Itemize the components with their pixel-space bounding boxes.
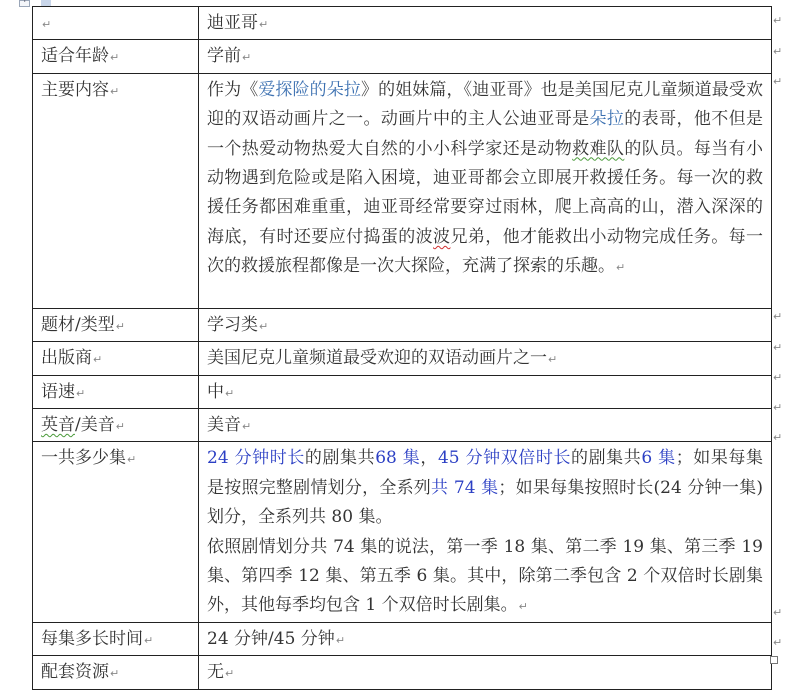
- table-row: [33, 342, 772, 375]
- key-cell[interactable]: 语速↵: [33, 375, 199, 408]
- key-cell[interactable]: [33, 7, 199, 40]
- row-end-mark-icon: ↵: [773, 75, 783, 88]
- table-row: [33, 7, 772, 40]
- row-end-mark-icon: ↵: [773, 371, 783, 384]
- key-cell[interactable]: 一共多少集↵: [33, 442, 199, 622]
- value-cell[interactable]: 美国尼克儿童频道最受欢迎的双语动画片之一↵: [199, 342, 772, 375]
- paragraph-mark-icon: ↵: [110, 84, 120, 98]
- link-dora[interactable]: 爱探险的朵拉: [258, 79, 361, 100]
- row-end-mark-icon: ↵: [773, 341, 783, 354]
- paragraph-mark-icon: ↵: [76, 386, 86, 400]
- row-end-mark-icon: ↵: [773, 310, 783, 323]
- table-row: [33, 622, 772, 655]
- table-resize-handle[interactable]: [770, 656, 778, 664]
- paragraph-mark-icon: ↵: [93, 353, 103, 367]
- paragraph-mark-icon: ↵: [115, 420, 125, 434]
- row-end-mark-icon: ↵: [773, 431, 783, 444]
- paragraph-mark-icon: ↵: [127, 453, 137, 467]
- spelling-flag[interactable]: 波: [433, 226, 451, 247]
- key-cell[interactable]: 题材/类型↵: [33, 308, 199, 341]
- paragraph-mark-icon: ↵: [518, 600, 528, 614]
- paragraph-mark-icon: ↵: [259, 319, 269, 333]
- table-row: [33, 442, 772, 622]
- value-cell[interactable]: 无↵: [199, 656, 772, 689]
- table-row: [33, 73, 772, 308]
- key-cell[interactable]: 出版商↵: [33, 342, 199, 375]
- value-cell-title[interactable]: 迪亚哥↵: [199, 7, 772, 40]
- row-end-mark-icon: ↵: [773, 45, 783, 58]
- row-end-mark-icon: ↵: [773, 636, 783, 649]
- paragraph-mark-icon: ↵: [548, 353, 558, 367]
- key-cell[interactable]: 主要内容↵: [33, 73, 199, 308]
- row-end-mark-icon: ↵: [773, 401, 783, 414]
- table-row: [33, 308, 772, 341]
- value-cell[interactable]: 学习类↵: [199, 308, 772, 341]
- paragraph-mark-icon: ↵: [225, 386, 235, 400]
- paragraph-mark-icon: ↵: [225, 667, 235, 681]
- row-end-mark-icon: ↵: [773, 606, 783, 619]
- table-row: [33, 656, 772, 689]
- row-end-mark-icon: ↵: [773, 14, 783, 27]
- value-cell[interactable]: 美音↵: [199, 409, 772, 442]
- value-cell[interactable]: 24 分钟/45 分钟↵: [199, 622, 772, 655]
- grammar-flag[interactable]: 英音: [41, 415, 75, 436]
- key-cell[interactable]: 适合年龄↵: [33, 40, 199, 73]
- paragraph-mark-icon: ↵: [259, 18, 269, 31]
- table-row: [33, 40, 772, 73]
- paragraph-mark-icon: ↵: [335, 633, 346, 647]
- key-cell[interactable]: 每集多长时间↵: [33, 622, 199, 655]
- paragraph-mark-icon: ↵: [110, 667, 120, 681]
- paragraph-mark-icon: ↵: [42, 18, 52, 31]
- grammar-flag[interactable]: 救难队: [572, 138, 625, 159]
- episodes-paragraph-2: 依照剧情划分共 74 集的说法，第一季 18 集、第二季 19 集、第三季 19 集、第四季 12 集、第五季 6 集。其中，除第二季包含 2 个双倍时长剧集外，其他每季均包含 1 个双倍时长剧集。↵: [207, 536, 763, 616]
- paragraph-mark-icon: ↵: [115, 319, 125, 333]
- value-cell-episodes[interactable]: [199, 442, 772, 622]
- key-cell[interactable]: 配套资源↵: [33, 656, 199, 689]
- episodes-paragraph-1: 24 分钟时长的剧集共68 集，45 分钟双倍时长的剧集共6 集；如果每集是按照完整剧情划分，全系列共 74 集；如果每集按照时长(24 分钟一集)划分，全系列共 80 集。: [207, 448, 763, 528]
- key-cell[interactable]: 英音/美音↵: [33, 409, 199, 442]
- table-row: [33, 375, 772, 408]
- value-cell[interactable]: 学前↵: [199, 40, 772, 73]
- table-move-handle[interactable]: [19, 0, 30, 7]
- link-dora-short[interactable]: 朵拉: [589, 109, 625, 130]
- paragraph-mark-icon: ↵: [144, 633, 154, 647]
- table-row: [33, 409, 772, 442]
- paragraph-mark-icon: ↵: [616, 261, 626, 275]
- paragraph-mark-icon: ↵: [110, 51, 120, 65]
- info-table: [32, 6, 772, 690]
- value-cell[interactable]: 中↵: [199, 375, 772, 408]
- paragraph-mark-icon: ↵: [242, 420, 252, 434]
- value-cell-description[interactable]: 作为《爱探险的朵拉》的姐妹篇，《迪亚哥》也是美国尼克儿童频道最受欢迎的双语动画片之一。动画片中的主人公迪亚哥是朵拉的表哥，他不但是一个热爱动物热爱大自然的小小科学家还是动物救难队的队员。每当有小动物遇到危险或是陷入困境，迪亚哥都会立即展开救援任务。每一次的救援任务都困难重重，迪亚哥经常要穿过雨林，爬上高高的山，潜入深深的海底，有时还要应付捣蛋的波波兄弟，他才能救出小动物完成任务。每一次的救援旅程都像是一次大探险，充满了探索的乐趣。↵: [199, 73, 772, 308]
- paragraph-mark-icon: ↵: [242, 51, 252, 65]
